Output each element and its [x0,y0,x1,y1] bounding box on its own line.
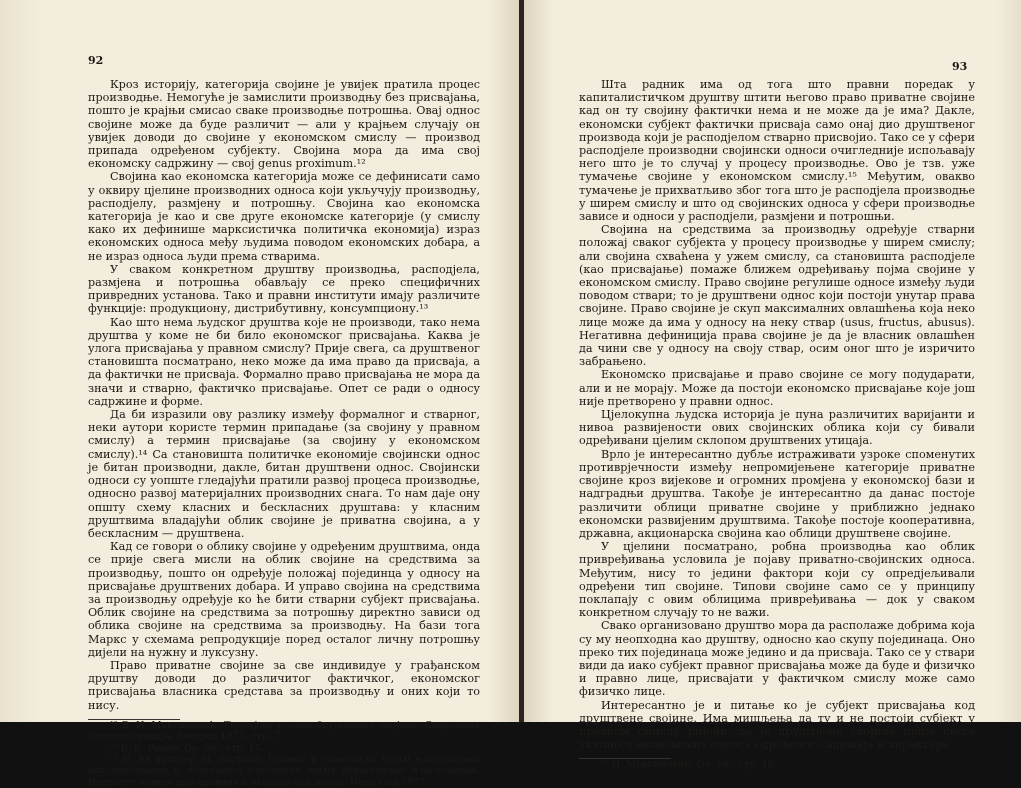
footnote-text: , Институт привредно-правних и економских наука, Нови Сад 1977. [88,765,480,788]
paragraph: Да би изразили ову разлику између формалног и стварног, неки аутори користе термин припадање (за својину у правном смислу) а термин присвајање (за својину у економском смислу).¹⁴ Са становишта политичке економије својински однос је битан производни, дакле, битан друштвени однос. Својински односи су уопште гледајући пратили развој процеса производње, односно развој материјалних производних снага. То нам даје ону општу схему класних и бескласних друштава: у класним друштвима владајући облик својине је приватна својина, а у бескласним — друштвена. [88,408,480,540]
footnote-12 [88,720,480,743]
paragraph: Својина као економска категорија може се дефинисати само у оквиру цјелине производних односа који укључују производњу, расподјелу, размјену и потрошњу. Својина као економска категорија је као и све друге економске категорије (у смислу како их дефинише марксистичка политичка економија) израз економских односа међу људима поводом економских добара, а не израз односа људи према стварима. [88,170,480,263]
paragraph: У сваком конкретном друштву производња, расподјела, размјена и потрошња обављају се преко специфичних привредних установа. Тако и правни институти имају различите функције: продукциону, дистрибутивну, консумпциону.¹³ [88,262,480,316]
paragraph: Интересантно је и питање ко је субјект присвајања код друштвене својине. Има мишљења да ту и не постоји субјект у правном смислу ријечи, да је друштвена својина прије свега укупност економских односа одређеног садржаја и карактера. [579,698,975,752]
paragraph: Шта радник има од тога што правни поредак у капиталистичком друштву штити његово право приватне својине кад он ту својину фактички нема и не може да је има? Дакле, економски субјект фактички присваја само онај дио друштвеног производа који је расподјелом стварно присвојио. Тако се у сфери расподјеле производни својински односи очигледније испољавају него што је то случај у процесу производње. Ово је тзв. уже тумачење својине у економском смислу.¹⁵ Међутим, овакво тумачење је прихватљиво због тога што је расподјела производње у ширем смислу и што од својинских односа у сфери производње зависе и односи у расподјели, размјени и потрошњи. [579,78,975,224]
paragraph: Кроз историју, категорија својине је увијек пратила процес производње. Немогуће је замислити производњу без присвајања, пошто је крајњи смисао сваке производње потрошња. Овај однос својине може да буде различит — али у крајњем случају он увијек доводи до својине у економском смислу — производ припада одређеном субјекту. Својина мора да има свој економску садржину — свој genus proximum.¹² [88,78,480,171]
footnote-text: В. на примјер М. Ведриш: [122,753,268,765]
footnote-text: И. Максимовић: Op. cit., стр. 10. [611,759,777,771]
paragraph: Кад се говори о облику својине у одређеним друштвима, онда се прије свега мисли на облик својине на средствима за производњу, пошто он одређује положај појединца у односу на присвајање друштвених добара. И управо својина на средствима за производњу одређује ко ће бити стварни субјект присвајања. Облик својине на средствима за потрошњу директно зависи од облика својине на средствима за производњу. На бази тога Маркс у схемама репродукције поред осталог личну потрошњу дијели на нужну и луксузну. [88,540,480,659]
left-page-body [88,78,480,788]
paragraph: Врло је интересантно дубље истраживати узроке споменутих противрјечности између непромијењене категорије приватне својине кроз вијекове и огромних промјена у економској бази и надградњи друштва. Такође је интересантно да данас постоје различити облици приватне својине у приближно једнако економски развијеним друштвима. Такође постоје кооперативна, државна, акционарска својина као облици друштвене својине. [579,447,975,540]
footnote-15 [579,759,975,770]
footnote-title: Теоријске основе друштвене својине [223,719,418,731]
footnote-title: Правни и економски појам власништва као позитивни и негативни елементи појма друштвеног власништва [88,753,480,777]
paragraph: Цјелокупна људска историја је пуна различитих варијанти и нивоа развијености ових својинских облика који су бивали одређивани цјелим склопом друштвених утицаја. [579,408,975,448]
footnote-text: В. К. Ренер: Op. cit., стр. 17. [120,742,264,754]
footnote-14 [88,754,480,788]
footnote-mark: ¹⁵ [601,759,609,771]
right-page [524,0,1021,771]
footnote-13 [88,743,480,754]
footnote-text: , Савремена администрација, Београд 1975, стр. 7. [88,719,480,743]
footnote-mark: ¹⁴ [110,753,118,765]
page-number-right: 93 [952,60,968,73]
paragraph: Право приватне својине за све индивидуе у грађанском друштву доводи до различитог фактичког, економског присвајања власника средстава за производњу и оних који то нису. [88,658,480,712]
paragraph: Својина на средствима за производњу одређује стварни положај сваког субјекта у процесу производње у ширем смислу; али својина схваћена у ужем смислу, са становишта расподјеле (као присвајање) помаже ближем одређивању појма својине у економском смислу. Право својине регулише односе између људи поводом ствари; то је друштвени однос који постоји унутар права својине. Право својине је скуп максималних овлашћења која неко лице може да има у односу на неку ствар (usus, fructus, abusus). Негативна дефиниција права својине је да је власник овлашћен да чини све у односу на своју ствар, осим оног што је изричито забрањено. [579,223,975,369]
page-number-left: 92 [88,54,104,67]
footnote-text: В. И. Максимовић: [121,719,224,731]
footnote-mark: ¹³ [110,742,118,754]
paragraph: Као што нема људског друштва које не производи, тако нема друштва у коме не би било економског присвајања. Каква је улога присвајања у правном смислу? Прије свега, са друштвеног становишта посматрано, неко може да има право да присваја, а да фактички не присваја. Формално право присвајања не мора да значи и стварно, фактичко присвајање. Опет се ради о односу садржине и форме. [88,315,480,408]
paragraph: Економско присвајање и право својине се могу подударати, али и не морају. Може да постоји економско присвајање које још није претворено у правни однос. [579,368,975,408]
right-page-body [579,78,975,771]
footnote-mark: ¹² [110,719,118,731]
paragraph: У цјелини посматрано, робна производња као облик привређивања условила је појаву приватно-својинских односа. Међутим, нису то једини фактори који су опредјељивали одређени тип својине. Типови својине само се у принципу поклапају с овим облицима привређивања — док у сваком конкретном случају то не важи. [579,540,975,620]
paragraph: Свако организовано друштво мора да располаже добрима која су му неопходна као друштву, односно као скупу појединаца. Оно преко тих појединаца може једино и да присваја. Тако се у ствари види да иако субјект правног присвајања може да буде и физичко и правно лице, присвајати у фактичком смислу може само физичко лице. [579,619,975,699]
